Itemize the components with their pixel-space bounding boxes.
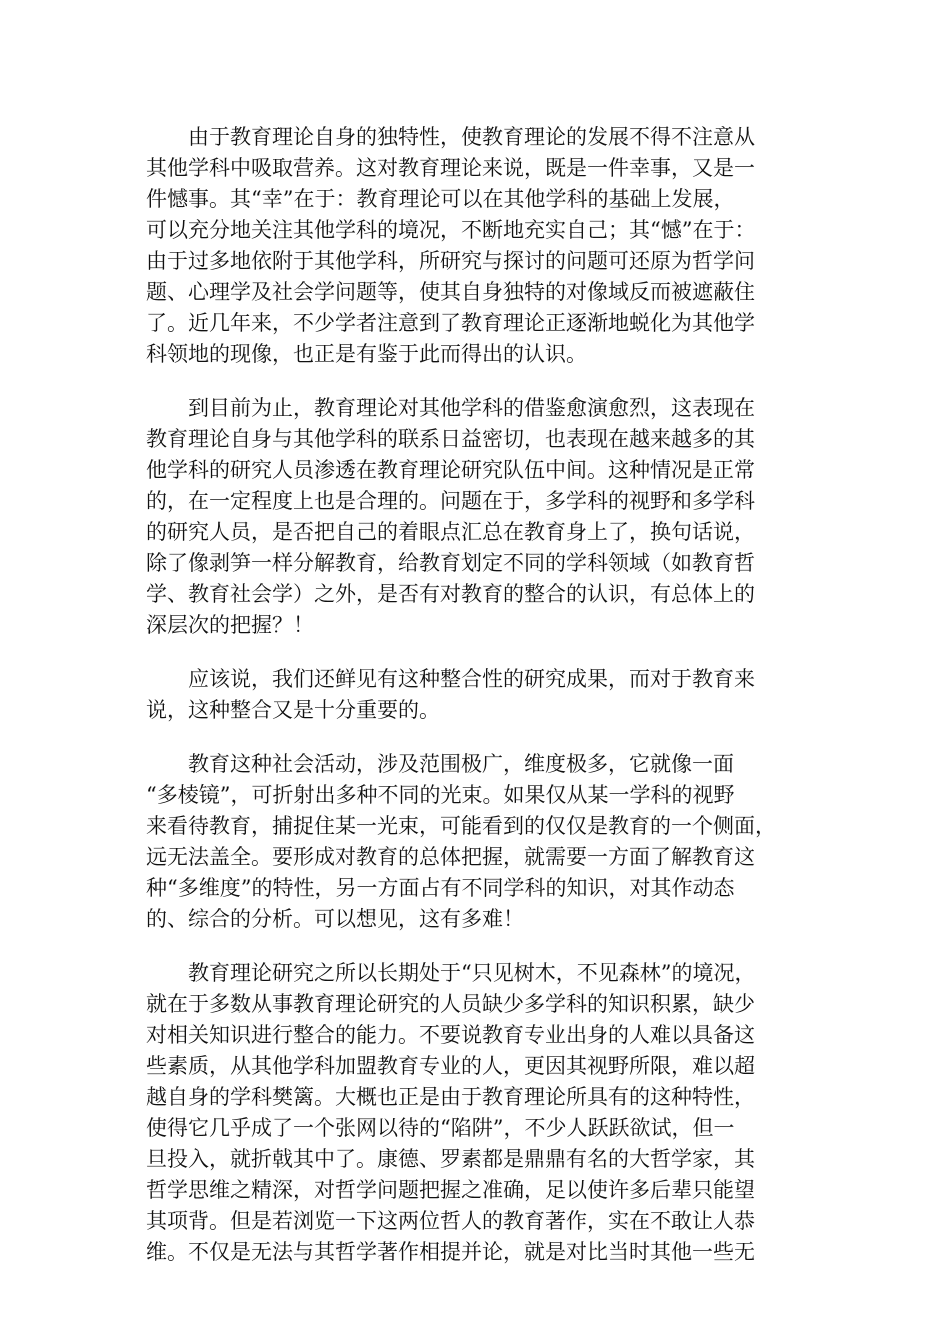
text-line: 由于教育理论自身的独特性，使教育理论的发展不得不注意从 [146, 125, 755, 149]
text-line: 深层次的把握？！ [146, 613, 314, 637]
text-line: 他学科的研究人员渗透在教育理论研究队伍中间。这种情况是正常 [146, 458, 755, 482]
text-line: 题、心理学及社会学问题等，使其自身独特的对像域反而被遮蔽住 [146, 280, 755, 304]
text-line: 远无法盖全。要形成对教育的总体把握，就需要一方面了解教育这 [146, 845, 755, 869]
text-line: 科领地的现像，也正是有鉴于此而得出的认识。 [146, 342, 587, 366]
text-line: “多棱镜”，可折射出多种不同的光束。如果仅从某一学科的视野 [146, 783, 735, 807]
text-line: 越自身的学科樊篱。大概也正是由于教育理论所具有的这种特性， [146, 1085, 755, 1109]
text-line: 哲学思维之精深，对哲学问题把握之准确，足以使许多后辈只能望 [146, 1178, 755, 1202]
text-line: 件憾事。其“幸”在于：教育理论可以在其他学科的基础上发展， [146, 187, 735, 211]
paragraph [146, 122, 806, 370]
text-line: 对相关知识进行整合的能力。不要说教育专业出身的人难以具备这 [146, 1023, 755, 1047]
text-line: 其项背。但是若浏览一下这两位哲人的教育著作，实在不敢让人恭 [146, 1209, 755, 1233]
text-line: 教育这种社会活动，涉及范围极广，维度极多，它就像一面 [146, 752, 734, 776]
document-body [146, 122, 806, 1291]
text-line: 的研究人员，是否把自己的着眼点汇总在教育身上了，换句话说， [146, 520, 755, 544]
text-line: 旦投入，就折戟其中了。康德、罗素都是鼎鼎有名的大哲学家，其 [146, 1147, 755, 1171]
text-line: 使得它几乎成了一个张网以待的“陷阱”，不少人跃跃欲试，但一 [146, 1116, 735, 1140]
text-line: 其他学科中吸取营养。这对教育理论来说，既是一件幸事，又是一 [146, 156, 755, 180]
text-line: 除了像剥笋一样分解教育，给教育划定不同的学科领域（如教育哲 [146, 551, 755, 575]
text-line: 就在于多数从事教育理论研究的人员缺少多学科的知识积累，缺少 [146, 992, 755, 1016]
text-line: 教育理论研究之所以长期处于“只见树木，不见森林”的境况， [146, 961, 756, 985]
text-line: 的、综合的分析。可以想见，这有多难！ [146, 907, 524, 931]
text-line: 说，这种整合又是十分重要的。 [146, 698, 440, 722]
text-line: 来看待教育，捕捉住某一光束，可能看到的仅仅是教育的一个侧面， [146, 814, 776, 838]
text-line: 种“多维度”的特性，另一方面占有不同学科的知识，对其作动态 [146, 876, 735, 900]
paragraph [146, 664, 806, 726]
paragraph [146, 393, 806, 641]
paragraph [146, 958, 806, 1268]
text-line: 了。近几年来，不少学者注意到了教育理论正逐渐地蜕化为其他学 [146, 311, 755, 335]
text-line: 维。不仅是无法与其哲学著作相提并论，就是对比当时其他一些无 [146, 1240, 755, 1264]
text-line: 可以充分地关注其他学科的境况，不断地充实自己；其“憾”在于： [146, 218, 756, 242]
text-line: 教育理论自身与其他学科的联系日益密切，也表现在越来越多的其 [146, 427, 755, 451]
text-line: 由于过多地依附于其他学科，所研究与探讨的问题可还原为哲学问 [146, 249, 755, 273]
paragraph [146, 749, 806, 935]
text-line: 到目前为止，教育理论对其他学科的借鉴愈演愈烈，这表现在 [146, 396, 755, 420]
text-line: 学、教育社会学）之外，是否有对教育的整合的认识，有总体上的 [146, 582, 755, 606]
text-line: 应该说，我们还鲜见有这种整合性的研究成果，而对于教育来 [146, 667, 755, 691]
text-line: 的，在一定程度上也是合理的。问题在于，多学科的视野和多学科 [146, 489, 755, 513]
text-line: 些素质，从其他学科加盟教育专业的人，更因其视野所限，难以超 [146, 1054, 755, 1078]
